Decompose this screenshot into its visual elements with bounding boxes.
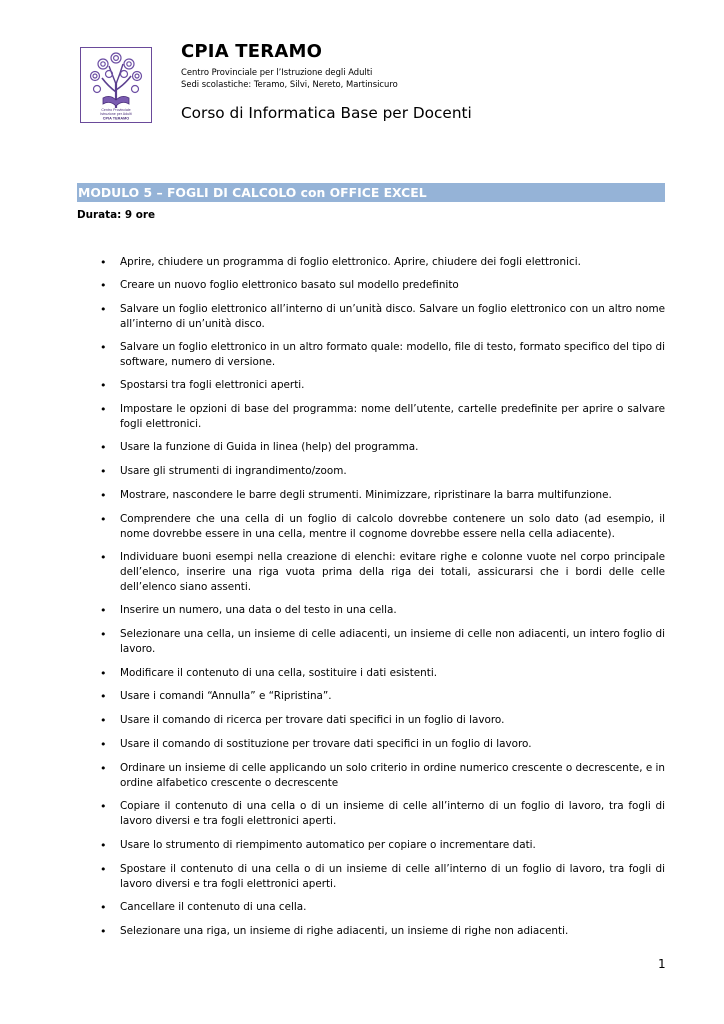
list-item: • Individuare buoni esempi nella creazione di elenchi: evitare righe e colonne vuote nel corpo principale dell’elenco, inserire una riga vuota prima della riga dei totali, assicurarsi che i bordi delle celle dell’elenco siano assenti. — [120, 550, 665, 595]
module-duration: Durata: 9 ore — [77, 209, 156, 221]
module-heading: MODULO 5 – FOGLI DI CALCOLO con OFFICE EXCEL — [77, 183, 665, 202]
list-item: • Usare i comandi “Annulla” e “Ripristina”. — [120, 689, 665, 704]
list-item: • Spostare il contenuto di una cella o di un insieme di celle all’interno di un foglio di lavoro, tra fogli di lavoro diversi e tra fogli elettronici aperti. — [120, 862, 665, 892]
list-item: • Salvare un foglio elettronico in un altro formato quale: modello, file di testo, formato specifico del tipo di software, numero di versione. — [120, 340, 665, 370]
list-item: • Selezionare una cella, un insieme di celle adiacenti, un insieme di celle non adiacenti, un intero foglio di lavoro. — [120, 627, 665, 657]
course-title: Corso di Informatica Base per Docenti — [181, 104, 472, 122]
list-item: • Cancellare il contenuto di una cella. — [120, 900, 665, 915]
list-item: • Usare il comando di ricerca per trovare dati specifici in un foglio di lavoro. — [120, 713, 665, 728]
list-item: • Ordinare un insieme di celle applicando un solo criterio in ordine numerico crescente o decrescente, e in ordine alfabetico crescente o decrescente — [120, 761, 665, 791]
list-item: • Salvare un foglio elettronico all’interno di un’unità disco. Salvare un foglio elettronico con un altro nome all’interno di un’unità disco. — [120, 302, 665, 332]
list-item: • Usare gli strumenti di ingrandimento/zoom. — [120, 464, 665, 479]
list-item: • Selezionare una riga, un insieme di righe adiacenti, un insieme di righe non adiacenti. — [120, 924, 665, 939]
list-item: • Usare il comando di sostituzione per trovare dati specifici in un foglio di lavoro. — [120, 737, 665, 752]
list-item: • Inserire un numero, una data o del testo in una cella. — [120, 603, 665, 618]
svg-text:Istruzione per Adulti: Istruzione per Adulti — [100, 112, 132, 116]
list-item: • Copiare il contenuto di una cella o di un insieme di celle all’interno di un foglio di lavoro, tra fogli di lavoro diversi e tra fogli elettronici aperti. — [120, 799, 665, 829]
svg-text:CPIA TERAMO: CPIA TERAMO — [102, 116, 130, 121]
list-item: • Spostarsi tra fogli elettronici aperti. — [120, 378, 665, 393]
page-title: CPIA TERAMO — [181, 41, 323, 62]
page-number: 1 — [658, 957, 666, 971]
list-item: • Usare lo strumento di riempimento automatico per copiare o incrementare dati. — [120, 838, 665, 853]
list-item: • Aprire, chiudere un programma di foglio elettronico. Aprire, chiudere dei fogli elettronici. — [120, 255, 665, 270]
svg-text:Centro Provinciale: Centro Provinciale — [101, 108, 131, 112]
list-item: • Mostrare, nascondere le barre degli strumenti. Minimizzare, ripristinare la barra multifunzione. — [120, 488, 665, 503]
list-item: • Modificare il contenuto di una cella, sostituire i dati esistenti. — [120, 666, 665, 681]
list-item: • Usare la funzione di Guida in linea (help) del programma. — [120, 440, 665, 455]
list-item: • Impostare le opzioni di base del programma: nome dell’utente, cartelle predefinite per aprire o salvare fogli elettronici. — [120, 402, 665, 432]
header-locations: Sedi scolastiche: Teramo, Silvi, Nereto, Martinsicuro — [181, 79, 398, 89]
list-item: • Comprendere che una cella di un foglio di calcolo dovrebbe contenere un solo dato (ad esempio, il nome dovrebbe essere in una cella, mentre il cognome dovrebbe essere nella cella adiacente). — [120, 512, 665, 542]
header-subtitle: Centro Provinciale per l’Istruzione degli Adulti — [181, 67, 373, 77]
list-item: • Creare un nuovo foglio elettronico basato sul modello predefinito — [120, 278, 665, 293]
